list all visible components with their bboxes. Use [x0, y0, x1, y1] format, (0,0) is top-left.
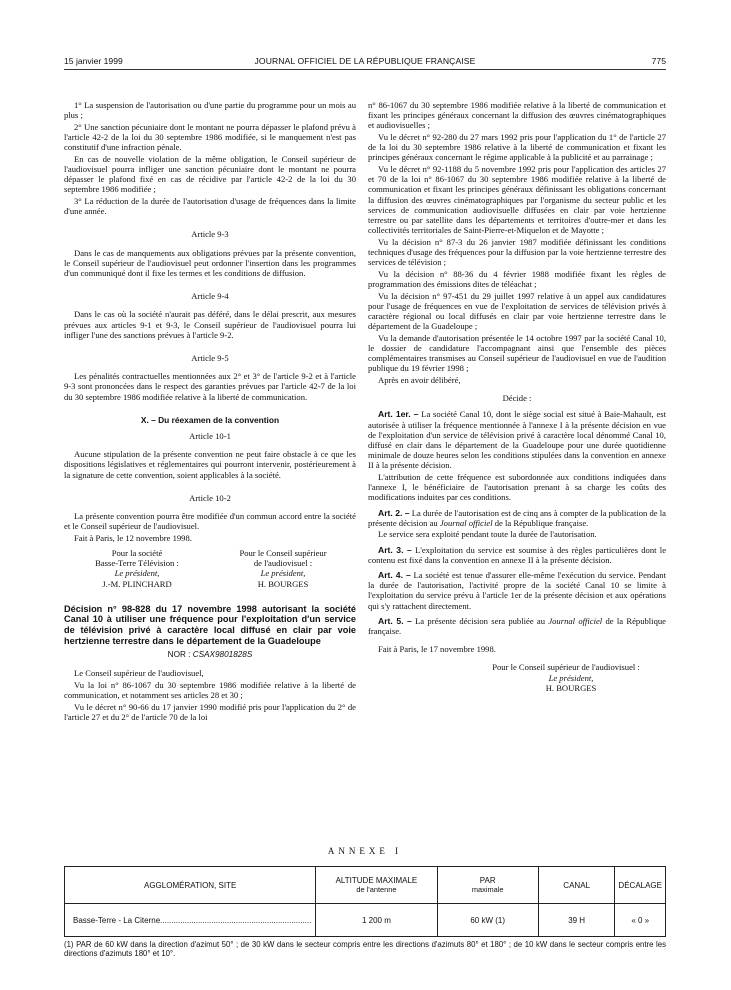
header-journal-title: JOURNAL OFFICIEL DE LA RÉPUBLIQUE FRANÇAISE [254, 56, 476, 66]
paragraph: En cas de nouvelle violation de la même obligation, le Conseil supérieur de l'audiovisuel pourra infliger une sanction pécuniaire dont le montant ne pourra dépasser le plafond fixé en cas de récidive par l'article 42-2 de la loi du 30 septembre 1986 modifiée ; [64, 153, 356, 195]
paragraph: L'attribution de cette fréquence est subordonnée aux conditions indiquées dans l'annexe I, le bénéficiaire de l'autorisation prenant à sa charge les coûts des modifications induites par ces conditions. [368, 472, 666, 503]
article-5: Art. 5. – La présente décision sera publiée au Journal officiel de la République française. [368, 615, 666, 637]
section-heading: X. – Du réexamen de la convention [140, 414, 280, 425]
annex-title: ANNEXE I [327, 846, 403, 856]
decide-heading: Décide : [502, 393, 532, 404]
header-page-number: 775 [651, 56, 666, 66]
paragraph: Dans le cas de manquements aux obligations prévues par la présente convention, le Conseil supérieur de l'audiovisuel peut ordonner l'insertion dans les programmes d'un communiqué dont il fixe les termes et les conditions de diffusion. [64, 247, 356, 279]
paragraph: Vu le décret n° 92-1188 du 5 novembre 1992 pris pour l'application des articles 27 et 70 de la loi n° 86-1067 du 30 septembre 1986 modifiée relative à la liberté de communication et fixant les principes généraux définissant les obligations concernant la diffusion des œuvres cinématographiques par l'organisme du secteur public et les services de communication audiovisuelle diffusées en clair par voie hertzienne terrestre ou par satellite dans les départements et territoires d'outre-mer et dans les collectivités territoriales de Saint-Pierre-et-Miquelon et de Mayotte ; [368, 164, 666, 236]
paragraph: Vu le décret n° 90-66 du 17 janvier 1990 modifié pris pour l'application du 2° de l'article 27 et du 2° de l'article 70 de la loi [64, 701, 356, 723]
paragraph: Vu le décret n° 92-280 du 27 mars 1992 pris pour l'application du 1° de l'article 27 de la loi du 30 septembre 1986 relative à la liberté de communication et fixant les principes généraux concernant le régime applicable à la publicité et au parrainage ; [368, 132, 666, 163]
header-date: 15 janvier 1999 [64, 56, 123, 66]
column-header: ALTITUDE MAXIMALE de l'antenne [316, 867, 437, 904]
right-column [368, 100, 666, 693]
signature-block: Pour le Conseil supérieur de l'audiovisuel : Le président, H. BOURGES [492, 662, 640, 693]
paragraph: Le Conseil supérieur de l'audiovisuel, [74, 668, 204, 679]
signature-block [64, 548, 356, 589]
paragraph: Après en avoir délibéré, [378, 375, 461, 386]
column-header: PAR maximale [437, 867, 538, 904]
article-2: Art. 2. – La durée de l'autorisation est de cinq ans à compter de la publication de la présente décision au Journal officiel de la République française. [368, 507, 666, 528]
table-cell: Basse-Terre - La Citerne.................................................................... [65, 904, 316, 937]
paragraph: Le service sera exploité pendant toute la durée de l'autorisation. [378, 529, 597, 540]
article-heading: Article 10-2 [189, 492, 231, 503]
annex-table [64, 866, 666, 937]
paragraph: Les pénalités contractuelles mentionnées aux 2° et 3° de l'article 9-2 et à l'article 9-3 sont prononcées dans le respect des garanties prévues par l'article 42-7 de la loi du 30 septembre 1986 modifiée relative à la liberté de communication. [64, 371, 356, 402]
article-heading: Article 9-3 [191, 229, 229, 240]
article-3: Art. 3. – L'exploitation du service est soumise à des règles particulières dont le contenu est fixé dans la convention en annexe II à la présente décision. [368, 544, 667, 565]
paragraph: 1° La suspension de l'autorisation ou d'une partie du programme pour un mois au plus ; [64, 100, 356, 121]
page-header [64, 56, 666, 70]
column-header: CANAL [538, 867, 615, 904]
paragraph: Vu la décision n° 87-3 du 26 janvier 1987 modifiée définissant les conditions techniques d'usage des fréquences pour la diffusion par la voie hertzienne terrestre des services de télévision ; [368, 236, 666, 268]
header-rule [64, 69, 666, 70]
table-row [65, 904, 666, 937]
paragraph: Vu la loi n° 86-1067 du 30 septembre 1986 modifiée relative à la liberté de communication, et notamment ses articles 28 et 30 ; [64, 680, 356, 701]
signature-left: Pour la société Basse-Terre Télévision : Le président, J.-M. PLINCHARD [95, 548, 179, 589]
table-footnote: (1) PAR de 60 kW dans la direction d'azimut 50° ; de 30 kW dans le secteur compris entre les directions d'azimuts 80° et 180° ; de 10 kW dans le secteur compris entre les directions d'azimuts 180° et 10°. [64, 940, 666, 959]
place-date: Fait à Paris, le 17 novembre 1998. [378, 644, 496, 655]
paragraph: Vu la décision n° 97-451 du 29 juillet 1997 relative à un appel aux candidatures pour l'usage de fréquences en vue de l'exploitation de services de télévision privés à caractère régional ou local diffusés en clair par voie hertzienne terrestre dans le département de la Guadeloupe ; [368, 290, 666, 332]
table-cell: 60 kW (1) [437, 904, 538, 937]
paragraph: 2° Une sanction pécuniaire dont le montant ne pourra dépasser le plafond prévu à l'article 42-2 de la loi du 30 septembre 1986 modifiée, si le manquement n'est pas constitutif d'une infraction pénale. [64, 121, 356, 153]
decision-title: Décision n° 98-828 du 17 novembre 1998 autorisant la société Canal 10 à utiliser une fréquence pour l'exploitation d'un service de télévision privé à caractère local diffusé en clair par voie hertzienne terrestre dans le département de la Guadeloupe [64, 603, 356, 646]
paragraph: 3° La réduction de la durée de l'autorisation d'usage de fréquences dans la limite d'une année. [64, 196, 356, 217]
table-cell: 1 200 m [316, 904, 437, 937]
table-cell: « 0 » [615, 904, 666, 937]
table-header-row [65, 867, 666, 904]
paragraph: Aucune stipulation de la présente convention ne peut faire obstacle à ce que les dispositions législatives et réglementaires qui pourront intervenir, postérieurement à la signature de cette convention, soient applicables à la société. [64, 449, 356, 480]
table-cell: 39 H [538, 904, 615, 937]
signature-right: Pour le Conseil supérieur de l'audiovisuel : Le président, H. BOURGES [239, 548, 327, 589]
paragraph: Vu la demande d'autorisation présentée le 14 octobre 1997 par la société Canal 10, le dossier de candidature l'accompagnant ainsi que l'ensemble des pièces complémentaires transmises au Conseil supérieur de l'audiovisuel en vue de l'audition publique du 19 février 1998 ; [368, 332, 666, 374]
article-heading: Article 10-1 [189, 431, 231, 442]
nor-reference: NOR : CSAX9801828S [167, 650, 253, 660]
column-header: DÉCALAGE [615, 867, 666, 904]
paragraph: Vu la décision n° 88-36 du 4 février 1988 modifiée fixant les règles de programmation des émissions dites de téléachat ; [368, 268, 666, 290]
article-heading: Article 9-4 [191, 291, 229, 302]
article-heading: Article 9-5 [191, 353, 229, 364]
column-header: AGGLOMÉRATION, SITE [65, 867, 316, 904]
place-date: Fait à Paris, le 12 novembre 1998. [74, 532, 192, 543]
paragraph: La présente convention pourra être modifiée d'un commun accord entre la société et le Conseil supérieur de l'audiovisuel. [64, 511, 356, 532]
left-column [64, 100, 356, 724]
article-4: Art. 4. – La société est tenue d'assurer elle-même l'exécution du service. Pendant la durée de l'autorisation, l'activité propre de la société Canal 10 se limite à l'exploitation du service prévu à l'article 1er de la présente décision et aux opérations qui s'y rattachent directement. [368, 570, 666, 611]
paragraph: n° 86-1067 du 30 septembre 1986 modifiée relative à la liberté de communication et fixant les principes généraux concernant la diffusion des œuvres cinématographiques et audiovisuelles ; [368, 100, 666, 131]
paragraph: Dans le cas où la société n'aurait pas déféré, dans le délai prescrit, aux mesures prévues aux articles 9-1 et 9-3, le Conseil supérieur de l'audiovisuel pourra lui infliger l'une des sanctions prévues à l'article 9-2. [64, 309, 356, 340]
article-1: Art. 1er. – La société Canal 10, dont le siège social est situé à Baie-Mahault, est autorisée à utiliser la fréquence mentionnée à l'annexe I à la présente décision en vue de l'exploitation d'un service de télévision privé à caractère local dénommé Canal 10, diffusé en clair dans le département de la Guadeloupe pour une durée quotidienne minimale de douze heures selon les conditions stipulées dans la convention en annexe II à la présente décision. [368, 409, 666, 471]
